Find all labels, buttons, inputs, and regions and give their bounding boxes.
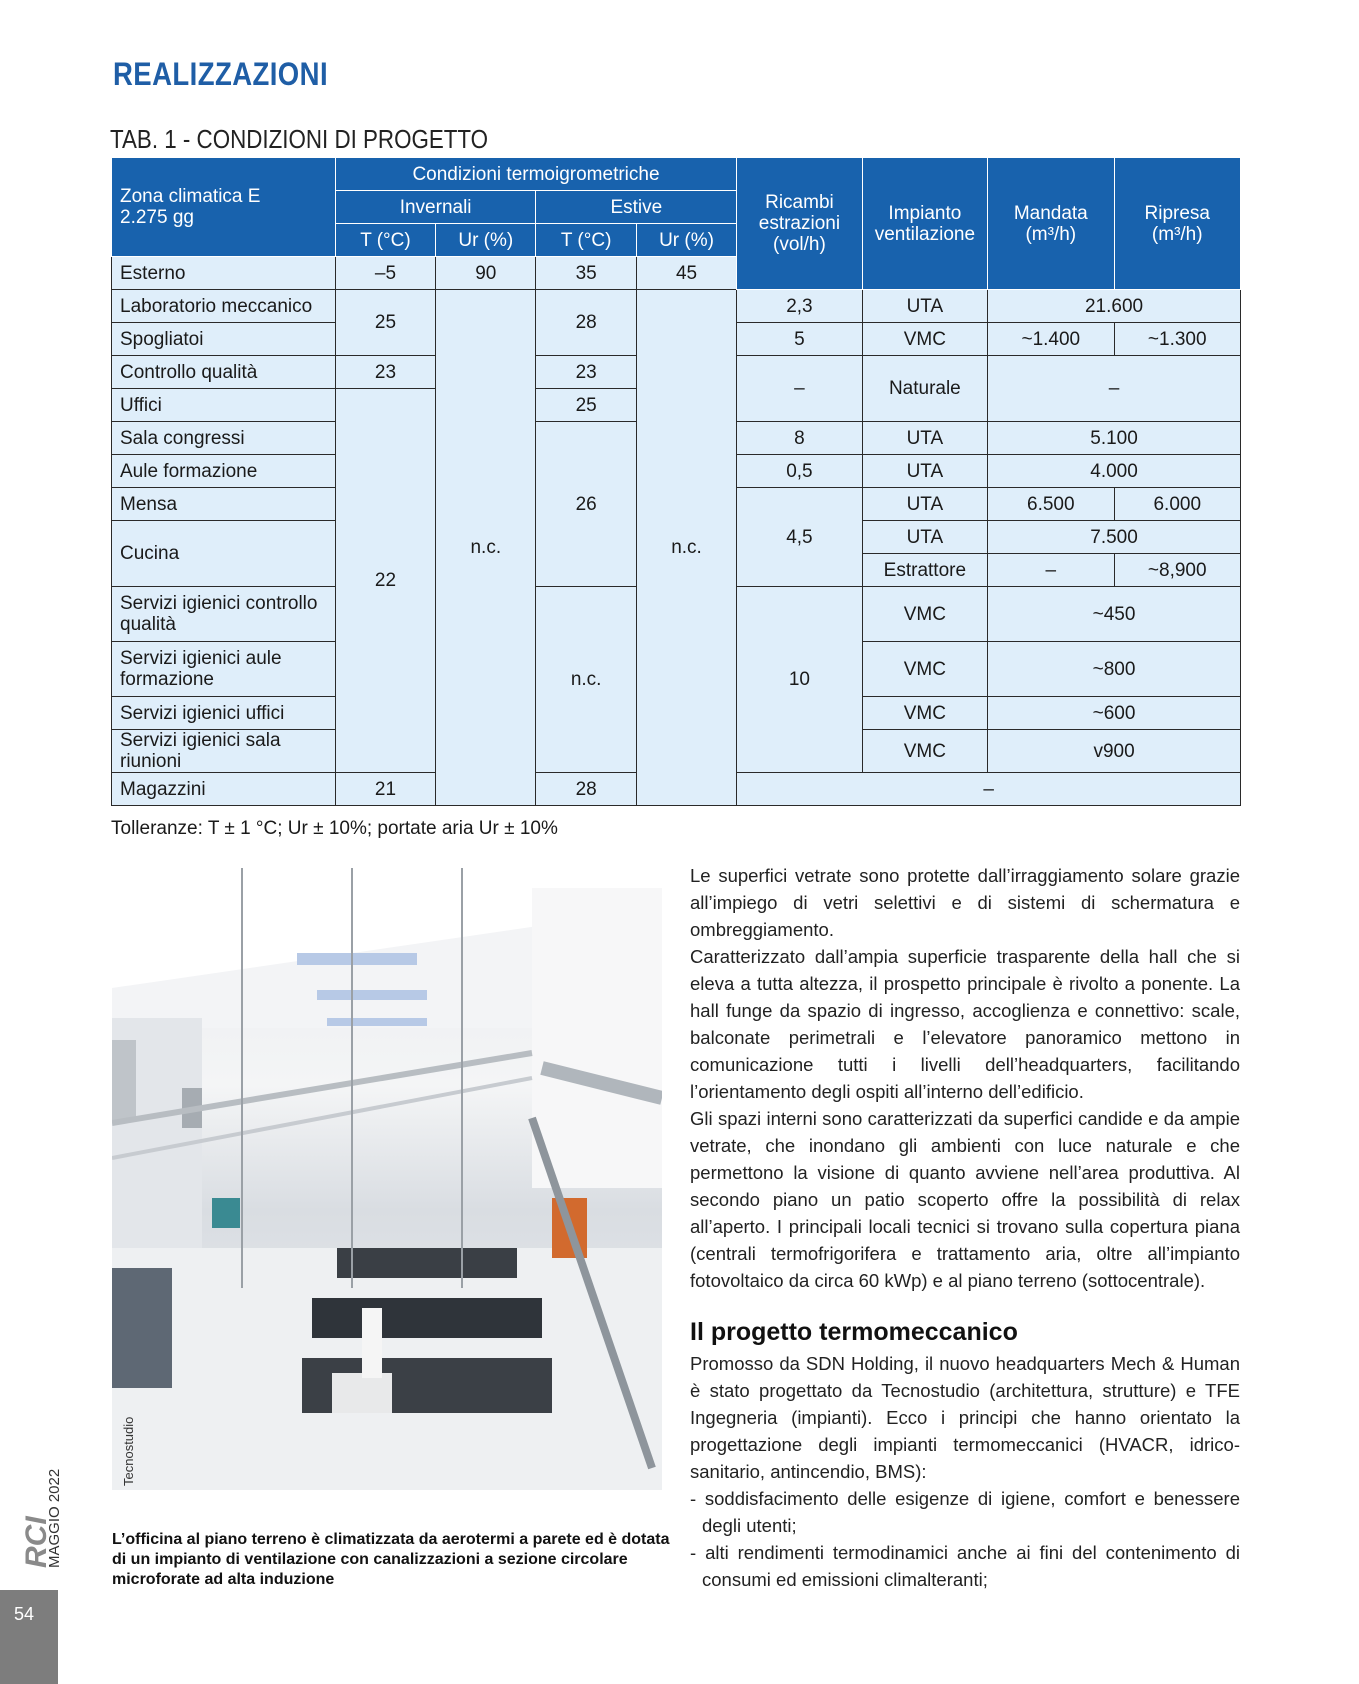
article-body-2	[690, 1350, 1240, 1593]
ur-summer-header: Ur (%)	[636, 224, 736, 257]
group-header: Condizioni termoigrometriche	[335, 158, 736, 191]
table-row: Controllo qualità 23 23 – Naturale –	[112, 356, 1241, 389]
subheading: Il progetto termomeccanico	[690, 1318, 1018, 1346]
table-row: Mensa 4,5 UTA 6.500 6.000	[112, 488, 1241, 521]
magazine-logo: RCI	[20, 1516, 53, 1568]
t-winter-header: T (°C)	[335, 224, 435, 257]
article-body	[690, 862, 1240, 1294]
bullet-list	[690, 1485, 1240, 1593]
paragraph: Promosso da SDN Holding, il nuovo headquarters Mech & Human è stato progettato da Tecnostudio (architettura, strutture) e TFE Ingegneria (impianti). Ecco i principi che hanno orientato la progettazione degli impianti termomeccanici (HVACR, idrico-sanitario, antincendio, BMS):	[690, 1353, 1240, 1482]
table-row: Servizi igienici uffici VMC ~600	[112, 697, 1241, 730]
winter-header: Invernali	[335, 191, 536, 224]
ricambi-header: Ricambi estrazioni (vol/h)	[737, 158, 862, 290]
photo-credit: Tecnostudio	[121, 1416, 136, 1486]
ur-winter-header: Ur (%)	[436, 224, 536, 257]
table-footnote: Tolleranze: T ± 1 °C; Ur ± 10%; portate aria Ur ± 10%	[111, 818, 558, 839]
table-row: Uffici 22 25	[112, 389, 1241, 422]
t-summer-header: T (°C)	[536, 224, 636, 257]
section-title: REALIZZAZIONI	[113, 56, 329, 92]
design-conditions-table	[111, 157, 1241, 806]
table-row: Aule formazione 0,5 UTA 4.000	[112, 455, 1241, 488]
table-row: Servizi igienici controllo qualità n.c. 10 VMC ~450	[112, 587, 1241, 642]
workshop-photo	[112, 868, 662, 1490]
zone-title: Zona climatica E	[120, 186, 261, 207]
table-row: Servizi igienici sala riunioni VMC v900	[112, 730, 1241, 773]
page-number: 54	[14, 1604, 35, 1624]
table-row: Servizi igienici aule formazione VMC ~800	[112, 642, 1241, 697]
paragraph: Le superfici vetrate sono protette dall’irraggiamento solare grazie all’impiego di vetri selettivi e di sistemi di schermatura e ombreggiamento.	[690, 865, 1240, 940]
paragraph: Caratterizzato dall’ampia superficie trasparente della hall che si eleva a tutta altezza, il prospetto principale è rivolto a ponente. La hall funge da spazio di ingresso, accoglienza e connettivo: scale, balconate perimetrali e l’elevatore panoramico mettono in comunicazione tutti i livelli dell’headquarters, facilitando l’orientamento degli ospiti all’interno dell’edificio.	[690, 946, 1240, 1102]
table-row: Sala congressi 26 8 UTA 5.100	[112, 422, 1241, 455]
table-row: Estrattore – ~8,900	[112, 554, 1241, 587]
table-row: Laboratorio meccanico 25 n.c. 28 n.c. 2,3 UTA 21.600	[112, 290, 1241, 323]
workshop-illustration	[112, 868, 662, 1490]
paragraph: Gli spazi interni sono caratterizzati da superfici candide e da ampie vetrate, che inondano gli ambienti con luce naturale e che permettono la visione di quanto avviene nell’area produttiva. Al secondo piano un patio scoperto offre la possibilità di relax all’aperto. I principali locali tecnici si trovano sulla copertura piana (centrali termofrigorifera e trattamento aria, oltre all’impianto fotovoltaico da circa 60 kWp) e al piano terreno (sottocentrale).	[690, 1108, 1240, 1291]
issue-date: MAGGIO 2022	[46, 1468, 63, 1568]
photo-caption: L’officina al piano terreno è climatizzata da aerotermi a parete ed è dotata di un impianto di ventilazione con canalizzazioni a sezione circolare microforate ad alta induzione	[112, 1531, 670, 1588]
table-row: Magazzini 21 28 –	[112, 773, 1241, 806]
zone-header	[112, 158, 336, 257]
summer-header: Estive	[536, 191, 737, 224]
zone-gg: 2.275 gg	[120, 207, 194, 228]
ripresa-header: Ripresa (m³/h)	[1114, 158, 1240, 290]
table-row: Esterno –5 90 35 45	[112, 257, 1241, 290]
table-row: Cucina UTA 7.500	[112, 521, 1241, 554]
list-item: - alti rendimenti termodinamici anche ai fini del contenimento di consumi ed emissioni climalteranti;	[690, 1539, 1240, 1593]
impianto-header: Impianto ventilazione	[862, 158, 987, 290]
table-title: TAB. 1 - CONDIZIONI DI PROGETTO	[110, 124, 489, 154]
table-row: Spogliatoi 5 VMC ~1.400 ~1.300	[112, 323, 1241, 356]
list-item: - soddisfacimento delle esigenze di igiene, comfort e benessere degli utenti;	[690, 1485, 1240, 1539]
mandata-header: Mandata (m³/h)	[988, 158, 1114, 290]
